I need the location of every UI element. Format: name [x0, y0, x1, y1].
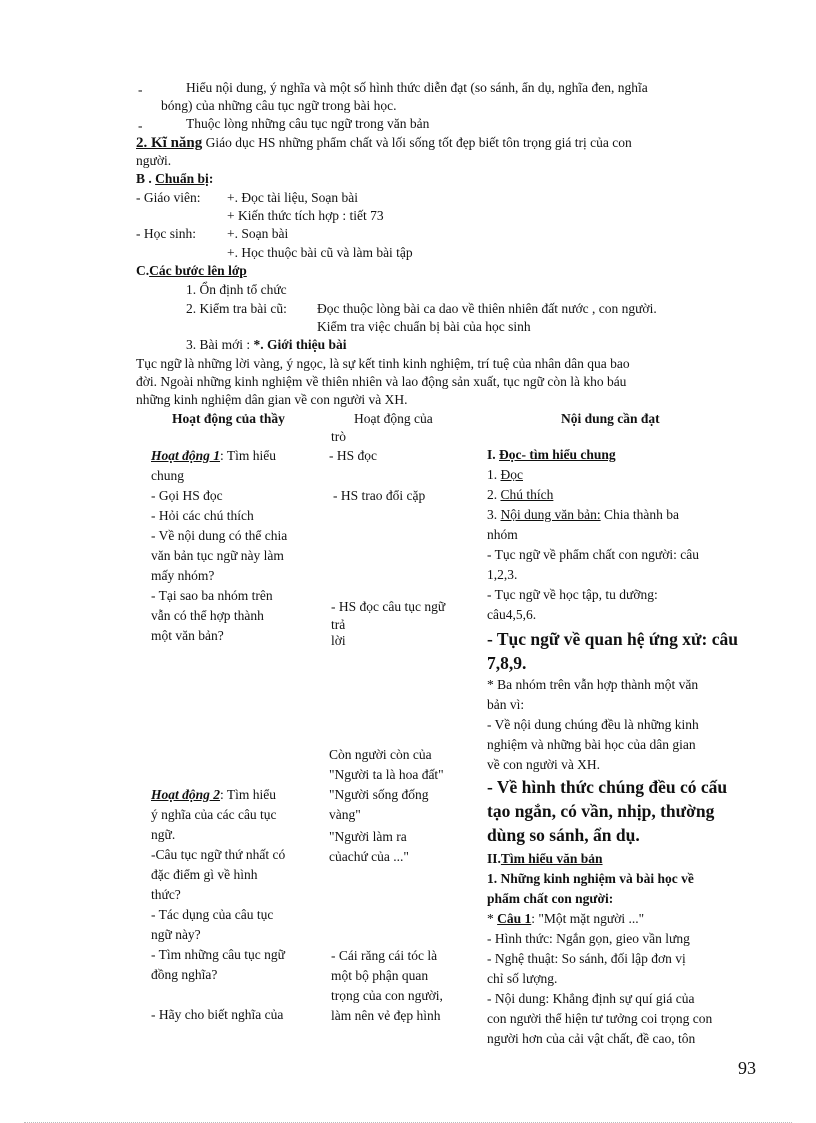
- content-line: về con người và XH.: [487, 757, 601, 772]
- student-item-1: +. Soạn bài: [227, 226, 289, 241]
- teacher-line: ngữ này?: [151, 927, 201, 942]
- content-big-line: dùng so sánh, ẩn dụ.: [487, 825, 640, 845]
- activity-2-title: Hoạt động 2: Tìm hiểu: [151, 787, 277, 802]
- student-line: lời: [331, 633, 346, 648]
- content-big-line: tạo ngắn, có vần, nhịp, thường: [487, 801, 715, 821]
- objective-bullet-1-line2: bóng) của những câu tục ngữ trong bài học.: [161, 98, 397, 113]
- teacher-line: đồng nghĩa?: [151, 967, 218, 982]
- teacher-line: - Gọi HS đọc: [151, 488, 223, 503]
- content-big-line: - Tục ngữ về quan hệ ứng xử: câu: [487, 629, 738, 649]
- student-s2: - HS trao đổi cặp: [333, 488, 426, 503]
- teacher-line: - Tác dụng của câu tục: [151, 907, 274, 922]
- content-line: - Về nội dung chúng đều là những kinh: [487, 717, 699, 732]
- content-item-1: 1. Đọc: [487, 467, 523, 482]
- header-content: Nội dung cần đạt: [561, 411, 660, 426]
- section-1-title: I. Đọc- tìm hiểu chung: [487, 447, 616, 462]
- teacher-line: - Hãy cho biết nghĩa của: [151, 1007, 284, 1022]
- intro-line-2: đời. Ngoài những kinh nghiệm về thiên nhiên và lao động sản xuất, tục ngữ còn là kho báu: [136, 374, 627, 389]
- intro-line-3: những kinh nghiệm dân gian về con người và XH.: [136, 392, 408, 407]
- cau-1-line: * Câu 1: "Một mặt người ...": [487, 911, 645, 926]
- teacher-line: -Câu tục ngữ thứ nhất có: [151, 847, 286, 862]
- header-teacher: Hoạt động của thầy: [172, 411, 285, 426]
- step-2-line2: Kiểm tra việc chuẩn bị bài của học sinh: [317, 319, 531, 334]
- student-line: - HS đọc câu tục ngữ: [331, 599, 446, 614]
- teacher-line: [151, 985, 285, 1005]
- student-line: trả: [331, 617, 346, 632]
- skill-text: Giáo dục HS những phẩm chất và lối sống tốt đẹp biết tôn trọng giá trị của con: [205, 135, 632, 150]
- page-number: 93: [738, 1058, 756, 1078]
- section-2-title: II.Tìm hiểu văn bản: [487, 851, 603, 866]
- content-column: [487, 445, 738, 1049]
- student-s1: - HS đọc: [329, 448, 377, 463]
- student-label: - Học sinh:: [136, 226, 196, 241]
- teacher-label: - Giáo viên:: [136, 190, 201, 205]
- content-line: * Ba nhóm trên vẫn hợp thành một văn: [487, 677, 699, 692]
- preparation-heading: B . Chuẩn bị:: [136, 171, 214, 186]
- content-item-3: 3. Nội dung văn bản: Chia thành ba: [487, 507, 679, 522]
- teacher-line: thức?: [151, 887, 181, 902]
- content-line: - Hình thức: Ngắn gọn, gieo vần lưng: [487, 931, 690, 946]
- intro-line-1: Tục ngữ là những lời vàng, ý ngọc, là sự kết tinh kinh nghiệm, trí tuệ của nhân dân qua bao: [136, 356, 630, 371]
- teacher-line: vẫn có thể hợp thành: [151, 608, 264, 623]
- teacher-line: mấy nhóm?: [151, 568, 215, 583]
- teacher-line: văn bản tục ngữ này làm: [151, 548, 284, 563]
- student-line: củachứ của ...": [329, 849, 409, 864]
- teacher-line: - Hỏi các chú thích: [151, 508, 254, 523]
- content-line: nhóm: [487, 527, 518, 542]
- subsection-1-line: phẩm chất con người:: [487, 891, 614, 906]
- student-line: "Người sống đống: [329, 787, 429, 802]
- student-line: Còn người còn của: [329, 747, 432, 762]
- header-student-cont: trò: [331, 429, 346, 444]
- teacher-item-2: + Kiến thức tích hợp : tiết 73: [227, 208, 384, 223]
- student-line: "Người làm ra: [329, 829, 407, 844]
- content-line: - Nghệ thuật: So sánh, đối lập đơn vị: [487, 951, 686, 966]
- teacher-line: một văn bản?: [151, 628, 224, 643]
- objective-bullet-2: Thuộc lòng những câu tục ngữ trong văn bản: [186, 116, 430, 131]
- teacher-line: chung: [151, 468, 184, 483]
- student-line: một bộ phận quan: [331, 968, 429, 983]
- steps-heading: C.Các bước lên lớp: [136, 263, 247, 278]
- teacher-line: ý nghĩa của các câu tục: [151, 807, 277, 822]
- teacher-column-2: [151, 785, 285, 1025]
- student-line: vàng": [329, 807, 361, 822]
- content-line: người hơn của cải vật chất, đề cao, tôn: [487, 1031, 696, 1046]
- step-2-line1: Đọc thuộc lòng bài ca dao về thiên nhiên đất nước , con người.: [317, 301, 657, 316]
- content-line: - Nội dung: Khẳng định sự quí giá của: [487, 991, 695, 1006]
- skill-line: [136, 134, 632, 152]
- teacher-line: - Tìm những câu tục ngữ: [151, 947, 285, 962]
- content-line: bản vì:: [487, 697, 525, 712]
- step-2-label: 2. Kiểm tra bài cũ:: [186, 301, 287, 316]
- subsection-1-line: 1. Những kinh nghiệm và bài học về: [487, 871, 694, 886]
- content-line: con người thể hiện tư tưởng coi trọng con: [487, 1011, 713, 1026]
- content-line: nghiệm và những bài học của dân gian: [487, 737, 696, 752]
- skill-text-cont: người.: [136, 153, 172, 168]
- content-line: chỉ số lượng.: [487, 971, 558, 986]
- activity-1-title: Hoạt động 1: Tìm hiểu: [151, 448, 277, 463]
- step-1: 1. Ổn định tổ chức: [186, 282, 287, 297]
- teacher-line: ngữ.: [151, 827, 176, 842]
- teacher-column: [151, 446, 287, 646]
- student-line: làm nên vẻ đẹp hình: [331, 1008, 441, 1023]
- student-line: - Cái răng cái tóc là: [331, 948, 438, 963]
- content-item-2: 2. Chú thích: [487, 487, 554, 502]
- content-big-line: 7,8,9.: [487, 653, 527, 673]
- student-item-2: +. Học thuộc bài cũ và làm bài tập: [227, 245, 413, 260]
- skill-heading: 2. Kĩ năng: [136, 135, 203, 151]
- step-3: 3. Bài mới : *. Giới thiệu bài: [186, 337, 347, 352]
- content-big-line: - Về hình thức chúng đều có cấu: [487, 777, 728, 797]
- content-line: câu4,5,6.: [487, 607, 537, 622]
- header-student: Hoạt động của: [354, 411, 433, 426]
- content-line: - Tục ngữ về học tập, tu dưỡng:: [487, 587, 658, 602]
- student-s5: [331, 946, 443, 1026]
- content-line: - Tục ngữ về phẩm chất con người: câu: [487, 547, 699, 562]
- content-line: 1,2,3.: [487, 567, 518, 582]
- objective-bullet-1-line1: Hiểu nội dung, ý nghĩa và một số hình thức diễn đạt (so sánh, ẩn dụ, nghĩa đen, nghĩa: [186, 80, 648, 95]
- student-s3: [331, 597, 445, 649]
- teacher-line: đặc điểm gì về hình: [151, 867, 258, 882]
- teacher-item-1: +. Đọc tài liệu, Soạn bài: [227, 190, 358, 205]
- student-line: "Người ta là hoa đất": [329, 767, 444, 782]
- student-s4: [329, 745, 444, 867]
- bullet-dash-2: -: [138, 118, 143, 133]
- bullet-dash-1: -: [138, 82, 143, 97]
- teacher-line: - Về nội dung có thể chia: [151, 528, 288, 543]
- teacher-line: - Tại sao ba nhóm trên: [151, 588, 273, 603]
- student-line: trọng của con người,: [331, 988, 443, 1003]
